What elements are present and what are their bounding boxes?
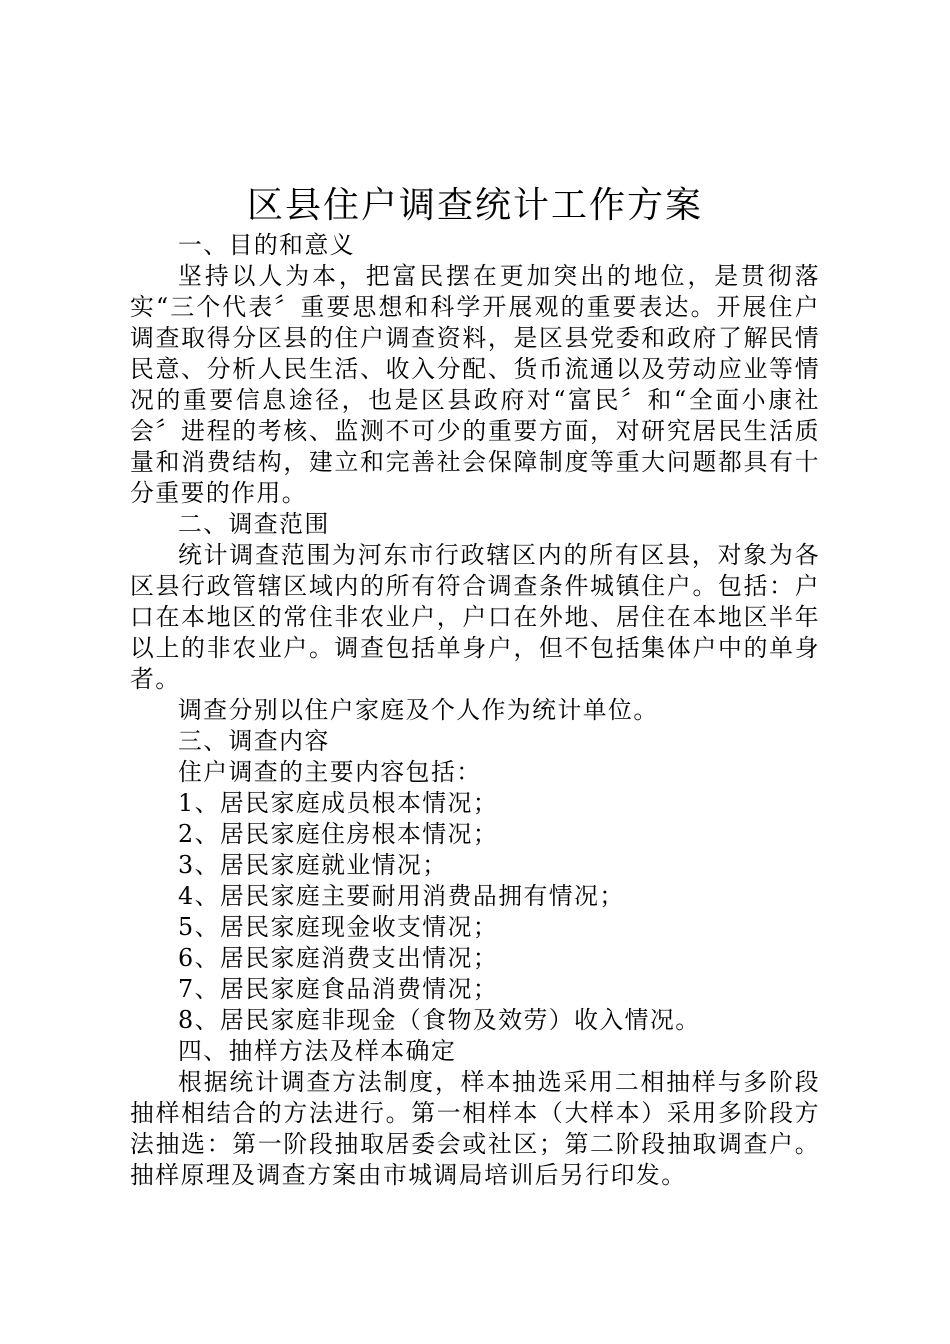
list-item: 4、居民家庭主要耐用消费品拥有情况； [178,882,625,910]
document-body [130,230,820,1191]
section-heading-sampling: 四、抽样方法及样本确定 [178,1037,457,1065]
list-item: 3、居民家庭就业情况； [178,851,448,879]
list-item: 6、居民家庭消费支出情况； [178,944,499,972]
list-item: 7、居民家庭食品消费情况； [178,975,499,1003]
list-item: 2、居民家庭住房根本情况； [178,820,499,848]
paragraph-purpose: 坚持以人为本，把富民摆在更加突出的地位，是贯彻落实“三个代表〞重要思想和科学开展观的重要表达。开展住户调查取得分区县的住户调查资料，是区县党委和政府了解民情民意、分析人民生活、收入分配、货币流通以及劳动应业等情况的重要信息途径，也是区县政府对“富民〞和“全面小康社会〞进程的考核、监测不可少的重要方面，对研究居民生活质量和消费结构，建立和完善社会保障制度等重大问题都具有十分重要的作用。 [130,262,820,507]
paragraph-unit: 调查分别以住户家庭及个人作为统计单位。 [178,696,659,724]
section-heading-scope: 二、调查范围 [178,510,330,538]
paragraph-scope: 统计调查范围为河东市行政辖区内的所有区县，对象为各区县行政管辖区域内的所有符合调查条件城镇住户。包括：户口在本地区的常住非农业户，户口在外地、居住在本地区半年以上的非农业户。调查包括单身户，但不包括集体户中的单身者。 [130,541,820,693]
paragraph-sampling: 根据统计调查方法制度，样本抽选采用二相抽样与多阶段抽样相结合的方法进行。第一相样本（大样本）采用多阶段方法抽选：第一阶段抽取居委会或社区；第二阶段抽取调查户。抽样原理及调查方案由市城调局培训后另行印发。 [130,1068,820,1189]
paragraph-content-intro: 住户调查的主要内容包括： [178,758,482,786]
list-item: 1、居民家庭成员根本情况； [178,789,499,817]
section-heading-purpose: 一、目的和意义 [178,231,356,259]
list-item: 8、居民家庭非现金（食物及效劳）收入情况。 [178,1006,701,1034]
list-item: 5、居民家庭现金收支情况； [178,913,499,941]
document-title: 区县住户调查统计工作方案 [246,185,703,226]
section-heading-content: 三、调查内容 [178,727,330,755]
